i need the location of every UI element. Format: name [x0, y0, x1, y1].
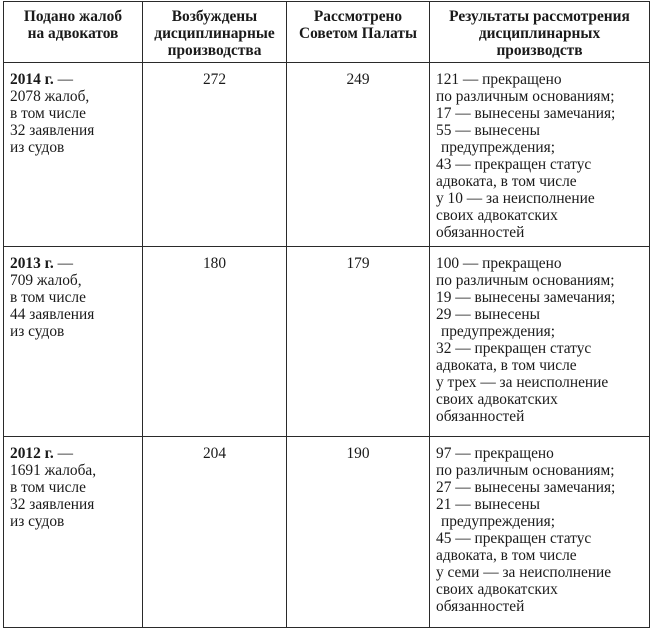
result-line: предупреждения; — [441, 323, 555, 340]
result-line: по различным основаниям; — [436, 462, 615, 479]
header-line: Подано жалоб — [23, 8, 123, 25]
result-line: адвоката, в том числе — [436, 547, 577, 564]
results-cell — [430, 247, 650, 437]
result-line: обязанностей — [436, 224, 525, 241]
header-complaints — [4, 2, 143, 63]
initiated-cell: 180 — [143, 247, 287, 437]
complaints-line: из судов — [10, 139, 65, 156]
result-line: по различным основаниям; — [436, 88, 615, 105]
header-line: дисциплинарных — [478, 25, 601, 42]
result-line: по различным основаниям; — [436, 272, 615, 289]
complaints-cell — [4, 247, 143, 437]
year-label: 2012 г. — [10, 445, 54, 462]
header-line: Советом Палаты — [299, 25, 417, 42]
result-line: у 10 — за неисполнение — [436, 190, 595, 207]
result-line: 121 — прекращено — [436, 71, 562, 88]
result-line: 55 — вынесены — [436, 122, 540, 139]
year-dash: — — [53, 71, 73, 88]
result-line: обязанностей — [436, 408, 525, 425]
header-initiated — [143, 2, 287, 63]
result-line: 19 — вынесены замечания; — [436, 289, 616, 306]
result-line: у трех — за неисполнение — [436, 374, 609, 391]
result-line: предупреждения; — [441, 513, 555, 530]
considered-cell: 249 — [287, 63, 430, 247]
year-label: 2013 г. — [10, 255, 54, 272]
result-line: адвоката, в том числе — [436, 357, 577, 374]
year-line — [10, 255, 142, 272]
year-dash: — — [53, 445, 73, 462]
disciplinary-table — [3, 1, 650, 628]
complaints-line: 32 заявления — [10, 496, 95, 513]
result-line: своих адвокатских — [436, 391, 558, 408]
initiated-cell: 272 — [143, 63, 287, 247]
result-line: 21 — вынесены — [436, 496, 540, 513]
result-line: 100 — прекращено — [436, 255, 562, 272]
complaints-cell — [4, 63, 143, 247]
complaints-line: 1691 жалоба, — [10, 462, 97, 479]
year-line — [10, 71, 142, 88]
considered-cell: 179 — [287, 247, 430, 437]
table-header-row — [4, 2, 650, 63]
result-line: 45 — прекращен статус — [436, 530, 592, 547]
year-line — [10, 445, 142, 462]
year-label: 2014 г. — [10, 71, 54, 88]
table-row — [4, 63, 650, 247]
result-line: обязанностей — [436, 598, 525, 615]
complaints-cell — [4, 437, 143, 628]
result-line: адвоката, в том числе — [436, 173, 577, 190]
header-results — [430, 2, 650, 63]
complaints-line: в том числе — [10, 479, 86, 496]
complaints-line: 2078 жалоб, — [10, 88, 90, 105]
header-considered — [287, 2, 430, 63]
results-cell — [430, 437, 650, 628]
table-row — [4, 247, 650, 437]
complaints-line: 709 жалоб, — [10, 272, 82, 289]
complaints-line: 32 заявления — [10, 122, 95, 139]
result-line: предупреждения; — [441, 139, 555, 156]
complaints-line: в том числе — [10, 289, 86, 306]
result-line: своих адвокатских — [436, 581, 558, 598]
result-line: 97 — прекращено — [436, 445, 554, 462]
complaints-line: из судов — [10, 513, 65, 530]
result-line: у семи — за неисполнение — [436, 564, 612, 581]
header-line: на адвокатов — [27, 25, 119, 42]
result-line: 27 — вынесены замечания; — [436, 479, 616, 496]
header-line: Результаты рассмотрения — [449, 8, 630, 25]
header-line: дисциплинарные — [154, 25, 275, 42]
complaints-line: из судов — [10, 323, 65, 340]
result-line: 17 — вынесены замечания; — [436, 105, 616, 122]
year-dash: — — [53, 255, 73, 272]
table-row — [4, 437, 650, 628]
result-line: своих адвокатских — [436, 207, 558, 224]
result-line: 32 — прекращен статус — [436, 340, 592, 357]
header-line: Рассмотрено — [313, 8, 403, 25]
complaints-line: 44 заявления — [10, 306, 95, 323]
results-cell — [430, 63, 650, 247]
initiated-cell: 204 — [143, 437, 287, 628]
result-line: 43 — прекращен статус — [436, 156, 592, 173]
header-line: производств — [496, 42, 583, 59]
header-line: Возбуждены — [171, 8, 258, 25]
header-line: производства — [167, 42, 262, 59]
result-line: 29 — вынесены — [436, 306, 540, 323]
complaints-line: в том числе — [10, 105, 86, 122]
considered-cell: 190 — [287, 437, 430, 628]
